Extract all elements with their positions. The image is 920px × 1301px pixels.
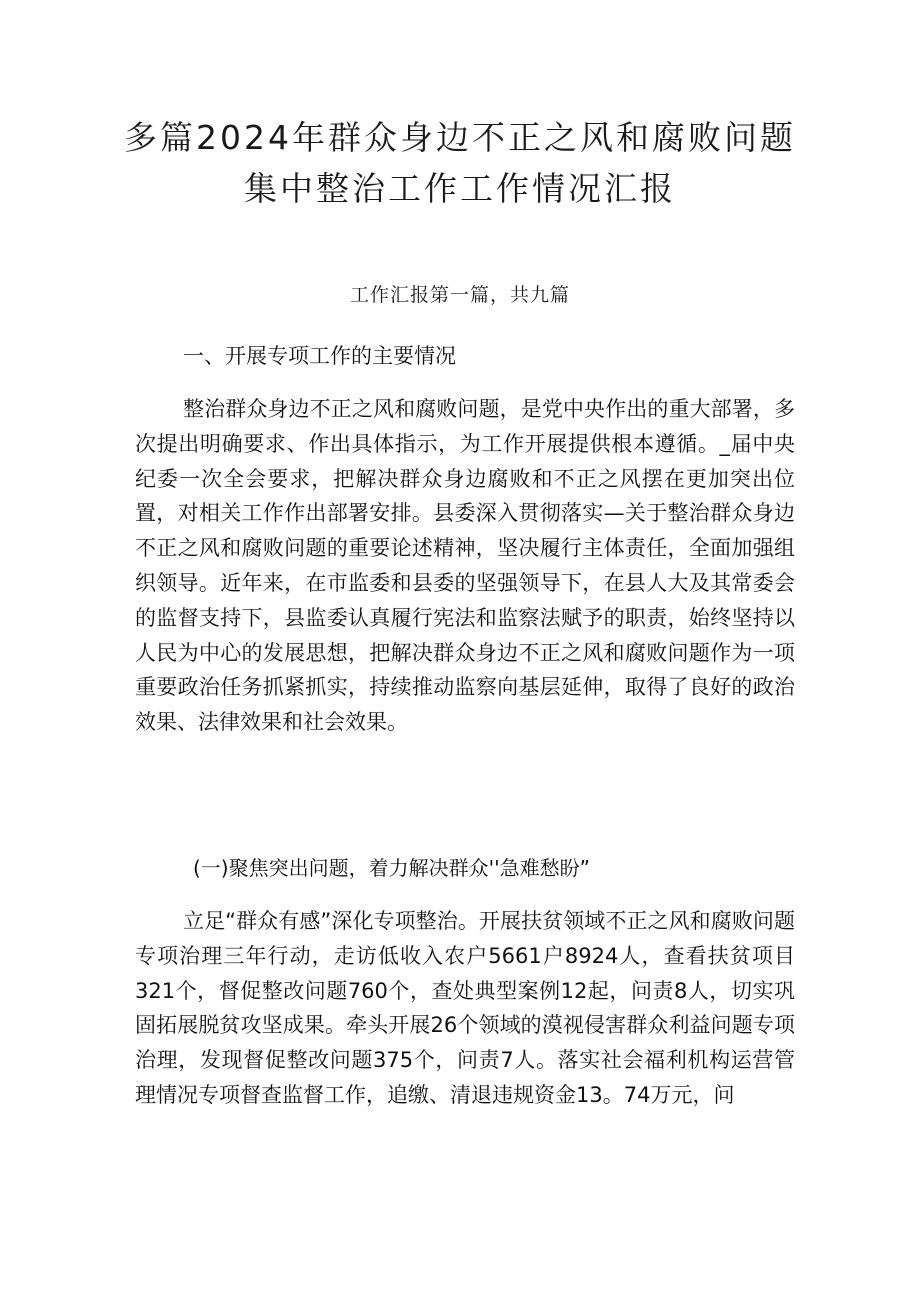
sub-heading-1: (一)聚焦突出问题，着力解决群众''急难愁盼” xyxy=(193,856,590,880)
body-paragraph-1: 整治群众身边不正之风和腐败问题，是党中央作出的重大部署，多次提出明确要求、作出具体指示，为工作开展提供根本遵循。_届中央纪委一次全会要求，把解决群众身边腐败和不正之风摆在更加突出位置，对相关工作作出部署安排。县委深入贯彻落实—关于整治群众身边不正之风和腐败问题的重要论述精神，坚决履行主体责任，全面加强组织领导。近年来，在市监委和县委的坚强领导下，在县人大及其常委会的监督支持下，县监委认真履行宪法和监察法赋予的职责，始终坚持以人民为中心的发展思想，把解决群众身边不正之风和腐败问题作为一项重要政治任务抓紧抓实，持续推动监察向基层延伸，取得了良好的政治效果、法律效果和社会效果。 xyxy=(135,397,795,735)
section-heading: 一、开展专项工作的主要情况 xyxy=(183,344,456,368)
body-paragraph-2: 立足“群众有感”深化专项整治。开展扶贫领域不正之风和腐败问题专项治理三年行动，走访低收入农户5661户8924人，查看扶贫项目321个，督促整改问题760个，查处典型案例12起，问责8人，切实巩固拓展脱贫攻坚成果。牵头开展26个领域的漠视侵害群众利益问题专项治理，发现督促整改问题375个，问责7人。落实社会福利机构运营管理情况专项督查监督工作，追缴、清退违规资金13。74万元，问 xyxy=(135,909,795,1107)
document-title-line1: 多篇2024年群众身边不正之风和腐败问题 xyxy=(124,118,796,157)
document-subtitle: 工作汇报第一篇，共九篇 xyxy=(349,284,570,306)
document-title-line2: 集中整治工作工作情况汇报 xyxy=(244,169,676,208)
